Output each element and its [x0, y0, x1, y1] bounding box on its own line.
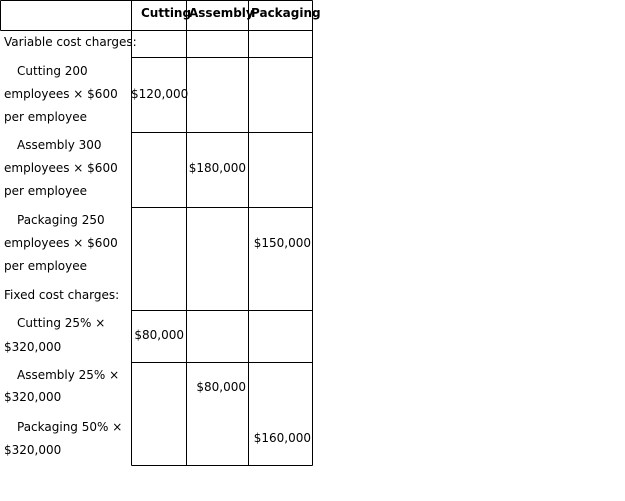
row-label-line: per employee: [4, 184, 87, 198]
fixed-cost-label: Fixed cost charges:: [4, 288, 120, 302]
col-header-cutting: Cutting: [141, 6, 192, 20]
row-label-line: $320,000: [4, 390, 62, 404]
row-label-line: $320,000: [4, 443, 62, 457]
row-label-line: per employee: [4, 259, 87, 273]
value-packaging: $150,000: [253, 236, 311, 250]
value-cutting: $120,000: [131, 87, 189, 101]
row-label-line: Assembly 25% ×: [17, 368, 120, 382]
row-label-line: employees × $600: [4, 236, 118, 250]
row-label-line: employees × $600: [4, 87, 118, 101]
row-label-line: per employee: [4, 110, 87, 124]
variable-cost-label: Variable cost charges:: [4, 35, 137, 49]
row-label-line: employees × $600: [4, 161, 118, 175]
col-header-packaging: Packaging: [251, 6, 321, 20]
row-label-line: $320,000: [4, 340, 62, 354]
col-header-assembly: Assembly: [189, 6, 254, 20]
row-label-line: Cutting 25% ×: [17, 316, 106, 330]
row-label-line: Assembly 300: [17, 138, 102, 152]
value-assembly: $80,000: [196, 380, 246, 394]
value-cutting: $80,000: [134, 328, 184, 342]
value-assembly: $180,000: [188, 161, 246, 175]
row-label-line: Packaging 250: [17, 213, 105, 227]
row-label-line: Cutting 200: [17, 64, 88, 78]
value-packaging: $160,000: [253, 431, 311, 445]
row-label-line: Packaging 50% ×: [17, 420, 123, 434]
